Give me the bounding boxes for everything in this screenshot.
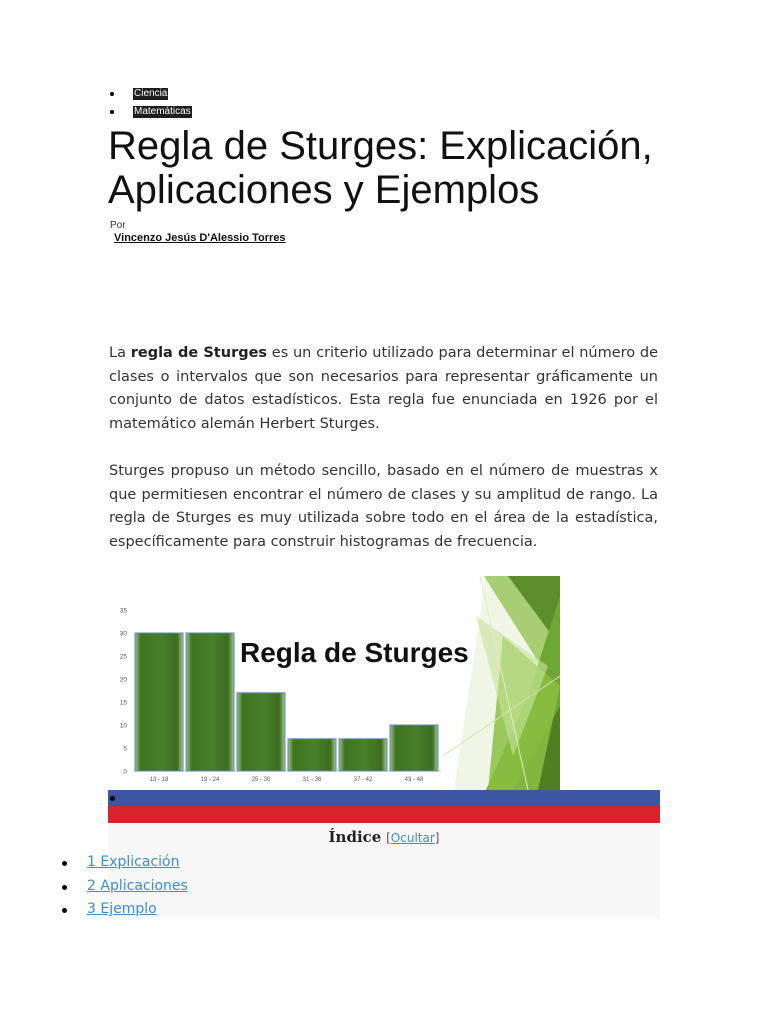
intro-paragraph [109, 342, 658, 436]
toc-label: Ejemplo [100, 901, 157, 917]
x-tick-label: 43 - 48 [404, 777, 424, 783]
toc-header [0, 828, 768, 846]
y-tick-label: 30 [119, 630, 127, 638]
author-link[interactable]: Vincenzo Jesús D'Alessio Torres [114, 232, 286, 244]
intro-text-start: La [109, 345, 131, 361]
y-tick-label: 15 [119, 699, 127, 707]
y-tick-label: 20 [119, 676, 127, 684]
toc-hide-link[interactable]: Ocultar [390, 831, 435, 845]
chart-x-axis [150, 777, 424, 783]
bullet-icon [110, 92, 114, 96]
page-title [108, 124, 688, 212]
category-tag-ciencia[interactable]: Ciencia [134, 88, 168, 99]
y-tick-label: 0 [123, 768, 127, 776]
toc-number: 3 [87, 901, 96, 917]
histogram-bar [186, 633, 234, 771]
page-title-line-1: Regla de Sturges: Explicación, [108, 124, 653, 168]
toc-link-explicacion[interactable] [87, 852, 179, 872]
second-paragraph: Sturges propuso un método sencillo, basado en el número de muestras x que permitiesen encontrar el número de clases y su amplitud de rango. La regla de Sturges es muy utilizada sobre todo en el área de la estadística, específicamente para construir histogramas de frecuencia. [109, 463, 658, 550]
share-bar-blue [108, 790, 660, 806]
hero-title: Regla de Sturges [240, 637, 469, 668]
bullet-icon [62, 885, 67, 890]
y-tick-label: 35 [119, 607, 127, 615]
histogram-bar [237, 693, 285, 771]
histogram-bar [135, 633, 183, 771]
toc-link-aplicaciones[interactable] [87, 876, 188, 896]
toc-label: Explicación [100, 854, 180, 870]
toc-title: Índice [328, 828, 382, 846]
x-tick-label: 25 - 30 [251, 777, 271, 783]
hero-image [108, 576, 560, 790]
page-title-line-2: Aplicaciones y Ejemplos [108, 168, 540, 212]
bullet-icon [62, 908, 67, 913]
toc-open-bracket: [ [386, 831, 391, 845]
bullet-icon [110, 796, 115, 801]
intro-text-rest: es un criterio utilizado para determinar el número de clases o intervalos que son necesarios para representar gráficamente un conjunto de datos estadísticos. Esta regla fue enunciada en 1926 por el matemático alemán Herbert Sturges. [109, 345, 658, 432]
toc-close-bracket: ] [434, 831, 440, 845]
histogram-bar [288, 739, 336, 771]
x-tick-label: 37 - 42 [353, 777, 373, 783]
toc-number: 1 [87, 854, 96, 870]
share-bar-red [108, 806, 660, 823]
bullet-icon [110, 110, 114, 114]
toc-hide-wrapper [386, 831, 439, 845]
decorative-green-shapes [443, 576, 560, 790]
y-tick-label: 5 [123, 745, 127, 753]
category-tag-matematicas[interactable]: Matemáticas [134, 106, 191, 117]
y-tick-label: 10 [119, 722, 127, 730]
toc-label: Aplicaciones [100, 877, 188, 894]
hero-chart [108, 576, 560, 790]
histogram-bar [339, 739, 387, 771]
x-tick-label: 19 - 24 [200, 777, 220, 783]
histogram-bar [390, 725, 438, 771]
toc-link-ejemplo[interactable] [87, 899, 157, 919]
x-tick-label: 13 - 18 [149, 777, 169, 783]
y-tick-label: 25 [119, 653, 127, 661]
bullet-icon [62, 861, 67, 866]
x-tick-label: 31 - 36 [302, 777, 322, 783]
byline-label: Por [110, 220, 126, 231]
toc-number: 2 [87, 877, 96, 894]
intro-bold-term: regla de Sturges [130, 345, 268, 361]
